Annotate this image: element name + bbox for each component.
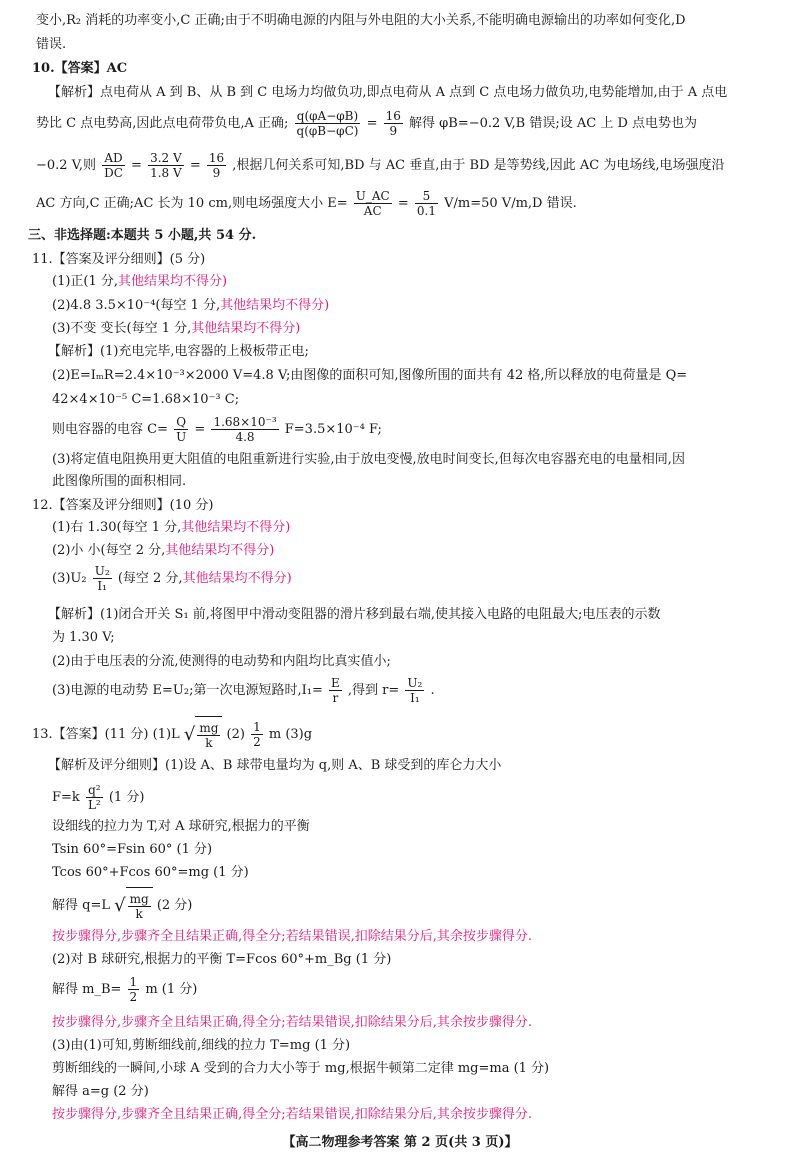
text-line [52, 319, 300, 339]
q11-heading: 11.【答案及评分细则】(5 分) [32, 252, 206, 267]
text-line: 【解析】(1)闭合开关 S₁ 前,将图甲中滑动变阻器的滑片移到最右端,使其接入电路的电阻最大;电压表的示数 [48, 607, 661, 622]
sqrt-expression: √ $\frac{mg}{k}$ [114, 887, 153, 924]
field-fraction [354, 189, 392, 218]
text-span: 势比 C 点电势高,因此点电荷带负电,A 正确; [36, 116, 289, 131]
text-line [52, 272, 227, 292]
text-line: Tsin 60°=Fsin 60° (1 分) [52, 842, 213, 857]
fraction-numerator: q(φA−φB) [295, 109, 361, 124]
grading-note: 其他结果均不得分) [181, 520, 291, 535]
text-line: 剪断细线的一瞬间,小球 A 受到的合力大小等于 mg,根据牛顿第二定律 mg=ma (1 分) [52, 1061, 550, 1076]
text-line: 【解析及评分细则】(1)设 A、B 球带电量均为 q,则 A、B 球受到的库仑力大小 [48, 758, 502, 773]
fraction-numerator: 16 [208, 151, 225, 165]
text-span: F=3.5×10⁻⁴ F; [284, 422, 382, 437]
grading-note: 其他结果均不得分) [165, 543, 275, 558]
mg-k-fraction [128, 892, 151, 921]
text-span: 解得 m_B= [52, 982, 122, 997]
fraction-numerator: AD [102, 151, 125, 166]
text-line: 【解析】点电荷从 A 到 B、从 B 到 C 电场力均做负功,即点电荷从 A 点到 C 点电场力做负功,电势能增加,由于 A 点电 [48, 85, 728, 100]
text-line: (2)由于电压表的分流,使测得的电动势和内阻均比真实值小; [52, 654, 391, 669]
text-line: (2)E=IₘR=2.4×10⁻³×2000 V=4.8 V;由图像的面积可知,图像所围的面共有 42 格,所以释放的电荷量是 Q= [52, 368, 688, 383]
text-line: (3)由(1)可知,剪断细线前,细线的拉力 T=mg (1 分) [52, 1038, 351, 1053]
ratio-fraction [384, 109, 403, 138]
text-line [52, 541, 274, 561]
capacitance-fraction [211, 415, 278, 444]
fraction-denominator: I₁ [410, 691, 420, 705]
u-i-fraction [93, 564, 112, 593]
fraction-denominator: 0.1 [416, 204, 436, 218]
text-span: m (1 分) [145, 982, 198, 997]
half-fraction [128, 975, 140, 1004]
fraction-denominator: k [205, 736, 213, 750]
fraction-denominator: 4.8 [235, 430, 255, 444]
text-span: (3)电源的电动势 E=U₂;第一次电源短路时,I₁= [52, 683, 323, 698]
fraction-denominator: k [135, 907, 143, 921]
text-line: (2)对 B 球研究,根据力的平衡 T=Fcos 60°+m_Bg (1 分) [52, 952, 392, 967]
section-heading: 三、非选择题:本题共 5 小题,共 54 分. [28, 228, 257, 243]
text-line: (3)将定值电阻换用更大阻值的电阻重新进行实验,由于放电变慢,放电时间变长,但每次电容器充电的电量相同,因 [52, 452, 685, 467]
fraction-denominator: 9 [212, 166, 221, 180]
text-line: 为 1.30 V; [52, 630, 115, 645]
text-line [52, 296, 329, 316]
fraction-numerator: 1.68×10⁻³ [213, 415, 277, 429]
text-span: 则电容器的电容 C= [52, 422, 168, 437]
fraction-numerator: 3.2 V [150, 151, 182, 165]
voltage-fraction [148, 151, 184, 180]
text-span: (2 分) [156, 898, 193, 913]
grading-note: 其他结果均不得分) [118, 274, 228, 289]
mg-k-fraction [197, 721, 220, 750]
text-line [52, 673, 435, 709]
text-span: . [430, 683, 435, 698]
text-span: (2)4.8 3.5×10⁻⁴(每空 1 分, [52, 298, 221, 313]
charge-ratio-fraction [295, 109, 361, 138]
q10-formula-line [36, 148, 725, 184]
fraction-numerator: 1 [129, 975, 138, 989]
e-r-fraction [329, 676, 342, 705]
fraction-denominator: L² [87, 798, 101, 812]
equals-sign: = [366, 116, 378, 131]
text-line: 设细线的拉力为 T,对 A 球研究,根据力的平衡 [52, 819, 310, 834]
result-line [52, 887, 192, 923]
field-value-fraction [415, 189, 438, 218]
text-span: V/m=50 V/m,D 错误. [444, 196, 577, 211]
text-span: 解得 φB=−0.2 V,B 错误;设 AC 上 D 点电势也为 [409, 116, 698, 131]
fraction-numerator: U_AC [355, 189, 390, 203]
text-span: −0.2 V,则 [36, 158, 96, 173]
text-line: 解得 a=g (2 分) [52, 1084, 149, 1099]
text-span: ,根据几何关系可知,BD 与 AC 垂直,由于 BD 是等势线,因此 AC 为电场线,电场强度沿 [232, 158, 725, 173]
text-span: AC 方向,C 正确;AC 长为 10 cm,则电场强度大小 [36, 196, 324, 211]
text-span: (2) [226, 727, 245, 742]
q10-heading: 10.【答案】AC [32, 61, 128, 76]
page-footer: 【高二物理参考答案 第 2 页(共 3 页)】 [282, 1135, 518, 1150]
fraction-denominator: U [176, 430, 187, 444]
grading-note: 按步骤得分,步骤齐全且结果正确,得全分;若结果错误,扣除结果分后,其余按步骤得分. [52, 1015, 533, 1030]
text-line [52, 518, 290, 538]
text-span: (1)右 1.30(每空 1 分, [52, 520, 182, 535]
u-i-fraction [405, 676, 424, 705]
text-span: (1)正(1 分, [52, 274, 119, 289]
ad-dc-fraction [102, 151, 125, 180]
text-line: 变小,R₂ 消耗的功率变小,C 正确;由于不明确电源的内阻与外电阻的大小关系,不能明确电源输出的功率如何变化,D [36, 13, 686, 28]
text-span: (3)U₂ [52, 571, 87, 586]
fraction-denominator: 2 [129, 990, 138, 1004]
grading-note: 其他结果均不得分) [182, 571, 292, 586]
text-span: m (3)g [268, 727, 313, 742]
fraction-denominator: r [332, 691, 339, 705]
grading-note: 其他结果均不得分) [220, 298, 330, 313]
fraction-numerator: mg [129, 892, 149, 906]
text-span: E= [327, 196, 348, 211]
fraction-numerator: 5 [415, 189, 438, 204]
fraction-denominator: DC [104, 166, 123, 180]
text-span: (2)小 小(每空 2 分, [52, 543, 166, 558]
text-span: 13.【答案】(11 分) (1)L [32, 727, 180, 742]
fraction-denominator: 9 [389, 124, 398, 138]
text-span: ,得到 r= [347, 683, 400, 698]
text-span: 解得 q=L [52, 898, 110, 913]
text-line: 【解析】(1)充电完毕,电容器的上极板带正电; [48, 344, 309, 359]
fraction-numerator: mg [199, 721, 219, 735]
q13-heading [32, 716, 312, 752]
equals-sign: = [194, 422, 206, 437]
coulomb-fraction [86, 783, 103, 812]
result-line [52, 972, 197, 1008]
fraction-denominator: I₁ [97, 579, 107, 593]
text-span: F=k [52, 790, 80, 805]
fraction-numerator: U₂ [94, 564, 110, 578]
text-line: 此图像所围的面积相同. [52, 474, 187, 489]
equals-sign: = [131, 158, 142, 173]
fraction-denominator: q(φB−φC) [296, 124, 359, 138]
grading-note: 按步骤得分,步骤齐全且结果正确,得全分;若结果错误,扣除结果分后,其余按步骤得分. [52, 929, 533, 944]
capacitance-formula-line [52, 412, 382, 448]
q12-heading: 12.【答案及评分细则】(10 分) [32, 498, 214, 513]
q10-formula-line [36, 106, 697, 142]
fraction-numerator: 1 [253, 720, 261, 734]
ratio-fraction [207, 151, 226, 180]
sqrt-expression: √ $\frac{mg}{k}$ [184, 716, 223, 753]
text-span: (3)不变 变长(每空 1 分, [52, 321, 192, 336]
fraction-numerator: q² [86, 783, 103, 798]
equals-sign: = [397, 196, 409, 211]
fraction-denominator: 1.8 V [150, 166, 182, 180]
grading-note: 按步骤得分,步骤齐全且结果正确,得全分;若结果错误,扣除结果分后,其余按步骤得分. [52, 1107, 533, 1122]
text-line [52, 561, 292, 597]
half-fraction [251, 720, 263, 749]
fraction-denominator: AC [363, 204, 382, 218]
fraction-numerator: U₂ [407, 676, 423, 690]
q10-formula-line [36, 186, 577, 222]
equals-sign: = [189, 158, 201, 173]
q-u-fraction [174, 415, 188, 444]
text-line: 42×4×10⁻⁵ C=1.68×10⁻³ C; [52, 392, 240, 407]
fraction-numerator: E [331, 676, 340, 690]
text-span: (每空 2 分, [117, 571, 183, 586]
grading-note: 其他结果均不得分) [191, 321, 301, 336]
text-line: 错误. [36, 37, 67, 52]
fraction-denominator: 2 [253, 735, 261, 749]
text-line: Tcos 60°+Fcos 60°=mg (1 分) [52, 865, 249, 880]
text-span: (1 分) [108, 790, 145, 805]
fraction-numerator: 16 [385, 109, 401, 123]
coulomb-line [52, 780, 144, 816]
fraction-numerator: Q [174, 415, 188, 430]
